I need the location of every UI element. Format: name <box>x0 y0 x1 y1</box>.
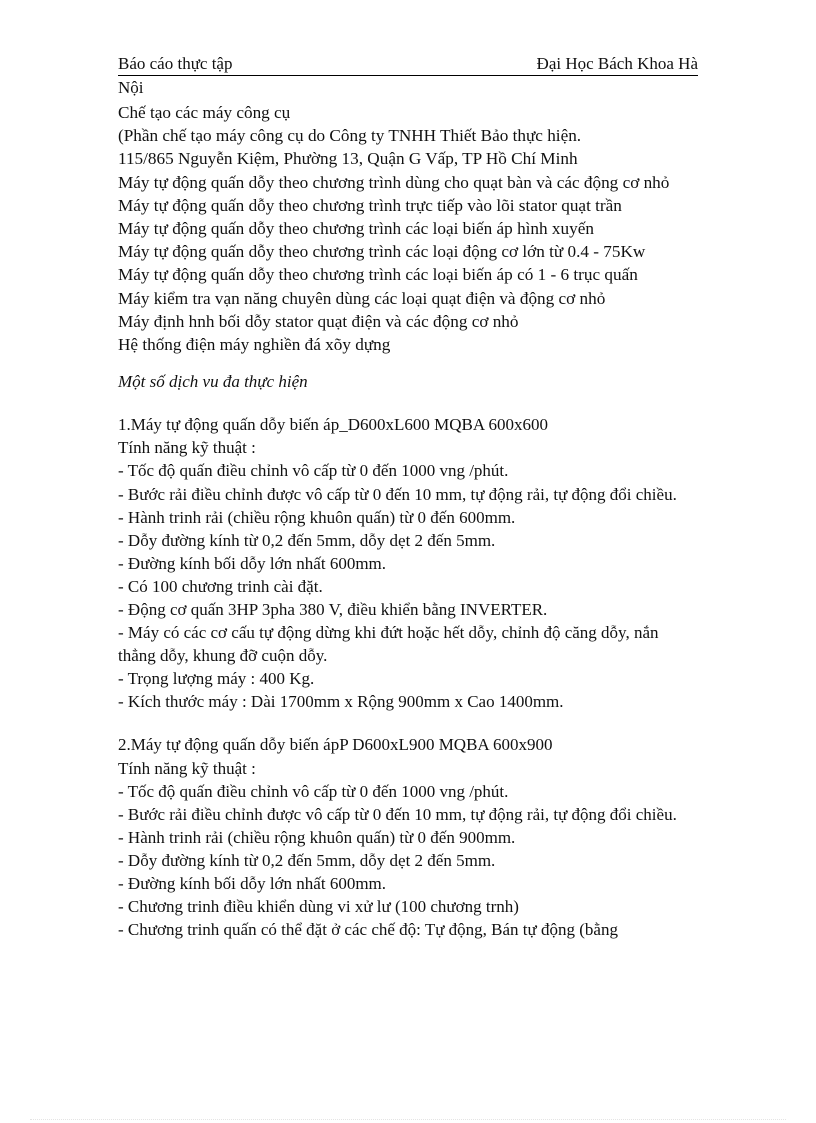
spec-line: - Trọng lượng máy : 400 Kg. <box>118 669 315 689</box>
spec-line: - Kích thước máy : Dài 1700mm x Rộng 900mm x Cao 1400mm. <box>118 692 564 712</box>
intro-line: Máy định hnh bối dỗy stator quạt điện và các động cơ nhỏ <box>118 311 519 331</box>
intro-line: Máy tự động quấn dỗy theo chương trình các loại biến áp có 1 - 6 trục quấn <box>118 265 638 285</box>
product-title: 1.Máy tự động quấn dỗy biến áp_D600xL600 MQBA 600x600 <box>118 415 548 435</box>
spec-line: - Bước rải điều chỉnh được vô cấp từ 0 đến 10 mm, tự động rải, tự động đổi chiều. <box>118 484 677 504</box>
spec-line: - Đường kính bối dỗy lớn nhất 600mm. <box>118 553 387 573</box>
spec-line: - Động cơ quấn 3HP 3pha 380 V, điều khiển bằng INVERTER. <box>118 599 548 619</box>
intro-line: Hệ thống điện máy nghiền đá xõy dựng <box>118 335 391 355</box>
spec-line: - Tốc độ quấn điều chỉnh vô cấp từ 0 đến 1000 vng /phút. <box>118 461 509 481</box>
header-left: Báo cáo thực tập <box>118 54 233 73</box>
intro-line: Máy tự động quấn dỗy theo chương trình trực tiếp vào lõi stator quạt trần <box>118 195 622 215</box>
spec-line: - Chương trinh quấn có thể đặt ở các chế độ: Tự động, Bán tự động (bằng <box>118 920 618 940</box>
spec-line: - Bước rải điều chỉnh được vô cấp từ 0 đến 10 mm, tự động rải, tự động đổi chiều. <box>118 804 677 824</box>
spec-line: - Dỗy đường kính từ 0,2 đến 5mm, dỗy dẹt 2 đến 5mm. <box>118 530 496 550</box>
intro-line: (Phần chế tạo máy công cụ do Công ty TNHH Thiết Bảo thực hiện. <box>118 126 582 146</box>
spec-line: - Hành trinh rải (chiều rộng khuôn quấn) từ 0 đến 900mm. <box>118 827 516 847</box>
product-title: 2.Máy tự động quấn dỗy biến ápP D600xL900 MQBA 600x900 <box>118 735 553 755</box>
intro-line: Chế tạo các máy công cụ <box>118 103 291 122</box>
product-block-1 <box>118 413 698 713</box>
spec-line: - Máy có các cơ cấu tự động dừng khi đứt hoặc hết dỗy, chỉnh độ căng dỗy, nắn thẳng dỗy, khung đỡ cuộn dỗy. <box>118 623 659 666</box>
header-continuation: Nội <box>118 78 144 97</box>
spec-line: - Hành trinh rải (chiều rộng khuôn quấn) từ 0 đến 600mm. <box>118 507 516 527</box>
spec-line: - Chương trinh điều khiển dùng vi xử lư (100 chương trnh) <box>118 897 519 917</box>
spec-line: - Dỗy đường kính từ 0,2 đến 5mm, dỗy dẹt 2 đến 5mm. <box>118 850 496 870</box>
header-right: Đại Học Bách Khoa Hà <box>536 54 698 73</box>
document-page <box>118 54 698 941</box>
intro-list <box>118 101 698 356</box>
intro-line: Máy kiểm tra vạn năng chuyên dùng các loại quạt điện và động cơ nhỏ <box>118 288 606 308</box>
product-block-2 <box>118 733 698 941</box>
spec-line: - Tốc độ quấn điều chỉnh vô cấp từ 0 đến 1000 vng /phút. <box>118 781 509 801</box>
intro-line: Máy tự động quấn dỗy theo chương trình các loại động cơ lớn từ 0.4 - 75Kw <box>118 242 646 262</box>
intro-line: Máy tự động quấn dỗy theo chương trình dùng cho quạt bàn và các động cơ nhỏ <box>118 172 670 192</box>
intro-line: 115/865 Nguyễn Kiệm, Phường 13, Quận G Vấp, TP Hồ Chí Minh <box>118 149 578 169</box>
spec-line: - Đường kính bối dỗy lớn nhất 600mm. <box>118 874 387 894</box>
intro-line: Máy tự động quấn dỗy theo chương trình các loại biến áp hình xuyến <box>118 219 594 239</box>
product-subtitle: Tính năng kỹ thuật : <box>118 438 256 458</box>
page-header <box>118 54 698 76</box>
product-subtitle: Tính năng kỹ thuật : <box>118 758 256 778</box>
section-heading: Một số dịch vu đa thực hiện <box>118 372 308 392</box>
spec-line: - Có 100 chương trinh cài đặt. <box>118 576 323 596</box>
page-bottom-border <box>30 1119 786 1120</box>
